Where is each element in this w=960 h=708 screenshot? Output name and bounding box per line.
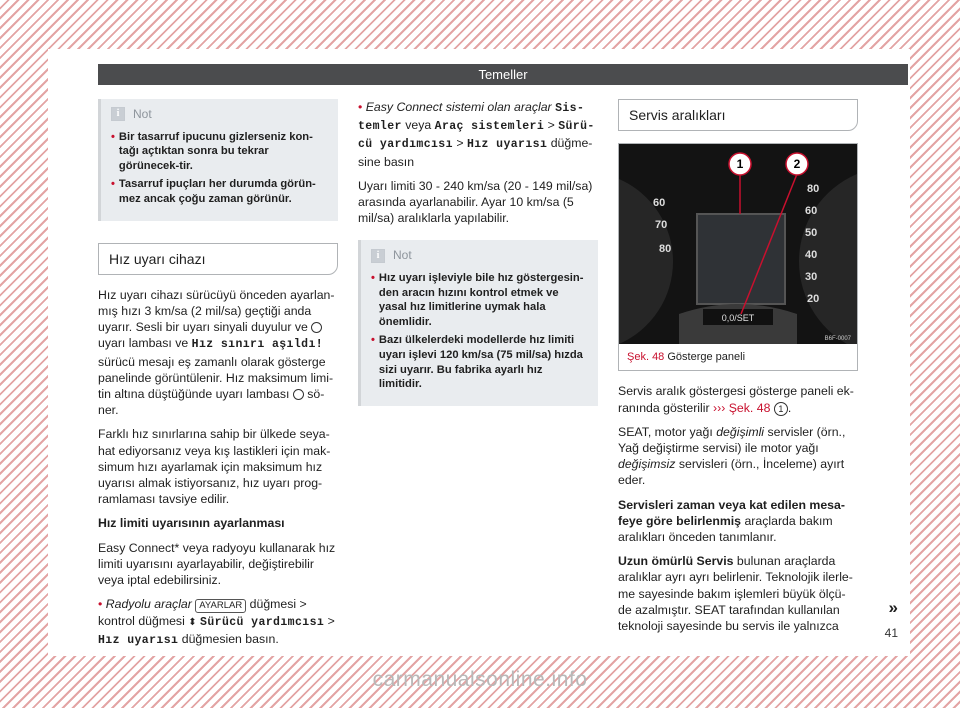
bullet-icon: • [111,130,115,143]
header-title: Temeller [478,67,528,82]
speed-label: 50 [805,227,818,240]
column-2 [358,99,598,406]
speed-label: 70 [655,219,668,232]
paragraph: SEAT, motor yağı değişimli servisler (örn., Yağ değiştirme servisi) ile motor yağı değişimsiz servisleri (örn., İnceleme) ayırt eder. [618,424,846,488]
watermark: carmanualsonline.info [372,668,588,691]
note-item: • Hız uyarı işleviyle bile hız göstergesin-den aracın hızını kontrol etmek ve yasal hız limitlerine uymak hala önemlidir. [371,272,584,328]
instruction-bullet: • Easy Connect sistemi olan araçlar Sis-temler veya Araç sistemleri > Sürü-cü yardımcısı > Hız uyarısı düğme-sine basın [358,100,595,169]
speed-label: 60 [653,197,666,210]
bullet-icon: • [371,272,375,285]
callout-number: 1 [774,402,788,416]
bullet-icon: • [98,597,103,612]
display-screen [697,214,785,304]
image-code: B6F-0007 [824,336,851,343]
note-item: • Tasarruf ipuçları her durumda görün-mez ancak çoğu zaman görünür. [111,178,316,205]
note-item: • Bazı ülkelerdeki modellerde hız limiti uyarı işlevi 120 km/sa (75 mil/sa) hızda sizi uyarır. Bu fabrika ayarlı hız limitidir. [371,334,583,391]
page-header [98,64,908,85]
paragraph: Uyarı limiti 30 - 240 km/sa (20 - 149 mil/sa) arasında ayarlanabilir. Ayar 10 km/sa (5 mil/sa) aralıklarla yapılabilir. [358,178,593,226]
figure-link[interactable]: ››› Şek. 48 [713,400,771,415]
svg-text:1: 1 [736,157,744,172]
paragraph: Servisleri zaman veya kat edilen mesa-feye göre belirlenmiş araçlarda bakım aralıkları önceden tanımlanır. [618,497,845,545]
note-box [98,99,338,221]
speed-label: 80 [659,243,672,256]
speed-label: 20 [807,293,820,306]
note-box [358,240,598,405]
speed-warning-icon [293,389,304,400]
continue-marker: » [888,598,898,617]
paragraph: Easy Connect* veya radyoyu kullanarak hız limiti uyarısını ayarlayabilir, değiştirebilir veya iptal edebilirsiniz. [98,540,336,588]
speed-label: 60 [805,205,818,218]
note-label: Not [393,248,412,263]
speed-label: 30 [805,271,818,284]
paragraph: Farklı hız sınırlarına sahip bir ülkede seya-hat ediyorsanız veya kış lastikleri için mak-simum hızı ayarlamak için maksimum hız uyarısı almak istiyorsanız, hız uyarı prog-ramlaması tavsiye edilir. [98,427,331,507]
paragraph: Uzun ömürlü Servis bulunan araçlarda aralıklar ayrı ayrı belirlenir. Teknolojik ilerle-me sayesinde bakım işlemleri büyük ölçü-de azalmıştır. SEAT tarafından kullanılan teknoloji sayesinde bu servis ile yalnızca [618,554,853,634]
manual-page [48,49,910,656]
paragraph: Servis aralık göstergesi gösterge paneli ek-ranında gösterilir ››› Şek. 48 1 . [618,384,854,415]
column-1 [98,99,338,658]
instrument-cluster-image [619,144,857,344]
note-label: Not [133,107,152,121]
bullet-icon: • [371,334,375,347]
instruction-bullet: • Radyolu araçlar AYARLAR düğmesi > kontrol düğmesi ⬍ Sürücü yardımcısı > Hız uyarısı düğmesien basın. [98,597,335,648]
figure [618,143,858,371]
speed-label: 80 [807,183,820,196]
page-number: 41 [884,626,898,640]
subheading: Hız limiti uyarısının ayarlanması [98,516,285,531]
updown-icon: ⬍ [188,617,197,629]
info-icon: i [111,107,125,121]
note-item: • Bir tasarruf ipucunu gizlerseniz kon-tağı açtıktan sonra bu tekrar görünecek-tir. [111,130,313,172]
column-3 [618,99,858,642]
section-title: Servis aralıkları [618,99,858,131]
display-text: 0,0/SET [721,313,755,324]
speed-label: 40 [805,249,818,262]
speed-warning-icon [311,322,322,333]
bullet-icon: • [358,100,363,114]
settings-key: AYARLAR [195,599,246,613]
section-title: Hız uyarı cihazı [98,243,338,275]
svg-text:2: 2 [793,157,801,172]
paragraph: Hız uyarı cihazı sürücüyü önceden ayarlan-mış hızı 3 km/sa (2 mil/sa) geçtiği anda uyarır. Sesli bir uyarı sinyali duyulur ve uyarı lambası ve Hız sınırı aşıldı! sürücü mesajı eş zamanlı olarak gösterge panelinde görüntülenir. Hız maksimum limi-tin altına düştüğünde uyarı lambası sö-ner. [98,287,335,418]
figure-caption: Şek. 48 Gösterge paneli [627,351,746,364]
info-icon: i [371,249,385,263]
bullet-icon: • [111,178,115,191]
